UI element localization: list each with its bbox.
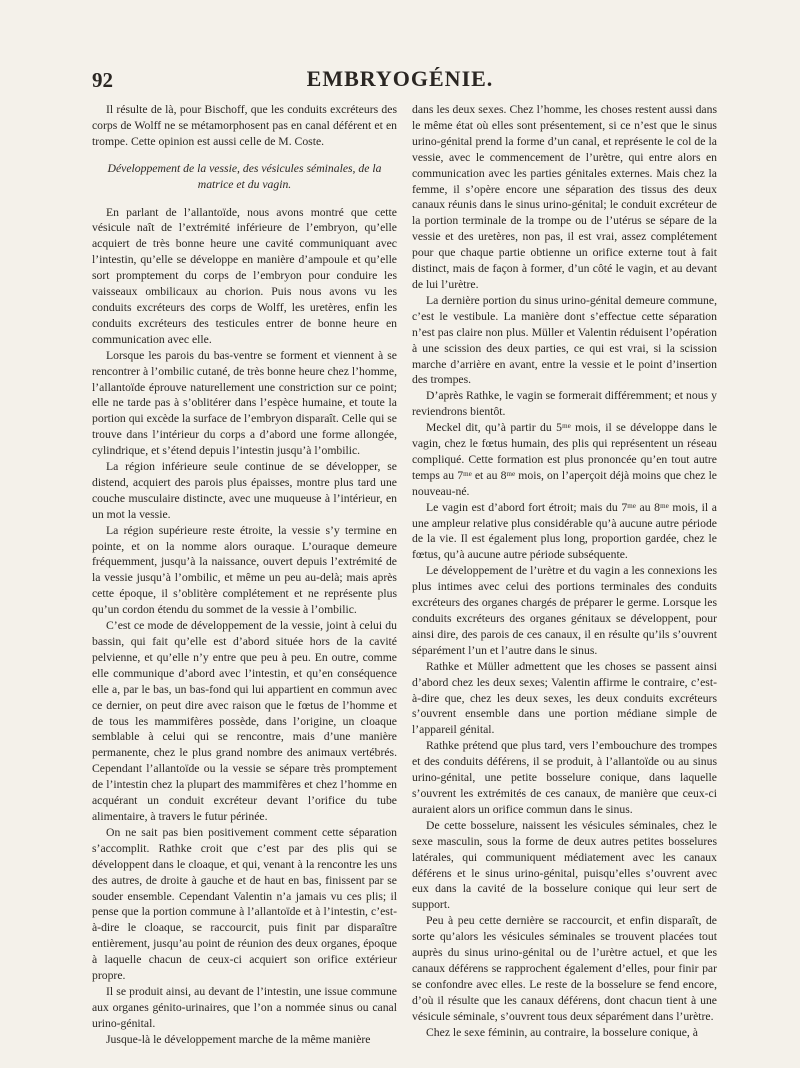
paragraph: La dernière portion du sinus urino-génital demeure commune, c’est le vestibule. La manière dont s’effectue cette séparation n’est pas claire non plus. Müller et Valentin réduisent l’opération à une scission des deux parties, ce qui est vrai, si la scission marche d’arrière en avant, entre la vessie et le point d’insertion des trompes. bbox=[412, 293, 717, 387]
paragraph-continued: dans les deux sexes. Chez l’homme, les choses restent aussi dans le même état où elles sont présentement, si ce n’est que le sinus urino-génital prend la forme d’un canal, et représente le col de la vessie, avec le commencement de l’urètre, qui entre alors en communication avec les parties génitales externes. Mais chez la femme, il s’opère encore une séparation des tissus des deux canaux réunis dans le sinus urino-génital; le conduit excréteur de la portion terminale de la trompe ou de l’utérus se sépare de la vessie et des uretères, non pas, il est vrai, assez complétement pour que chaque partie obtienne un orifice externe tout à fait distinct, mais de façon à former, d’un côté le vagin, et au devant de lui l’urètre. bbox=[412, 103, 717, 291]
paragraph: La région inférieure seule continue de se développer, se distend, acquiert des parois plus épaisses, montre plus tard une couche musculaire distincte, avec une muqueuse à l’intérieur, en un mot la vessie. bbox=[92, 460, 397, 521]
paragraph: Il se produit ainsi, au devant de l’intestin, une issue commune aux organes génito-urinaires, que l’on a nommée sinus ou canal urino-génital. bbox=[92, 984, 397, 1030]
paragraph: Rathke et Müller admettent que les choses se passent ainsi d’abord chez les deux sexes; Valentin affirme le contraire, c’est-à-dire que, chez les deux sexes, les deux conduits excréteurs s’ouvrent ensemble dans une portion médiane simple de l’appareil génital. bbox=[412, 659, 717, 737]
right-column bbox=[412, 102, 717, 1040]
paragraph: Le vagin est d’abord fort étroit; mais du 7ᵐᵉ au 8ᵐᵉ mois, il a une ampleur relative plus considérable qu’à aucune autre période de la vie. Il est également plus long, proportion gardée, chez le fœtus, qu’à aucune autre période subséquente. bbox=[412, 500, 717, 562]
paragraph: Le développement de l’urètre et du vagin a les connexions les plus intimes avec celui des portions terminales des conduits excréteurs des organes chargés de préparer le germe. Lorsque les conduits excréteurs des organes génitaux se développent, pour ainsi dire, des parois de ces canaux, il en résulte qu’ils s’ouvrent séparément l’un et l’autre dans le sinus. bbox=[412, 564, 717, 657]
paragraph: C’est ce mode de développement de la vessie, joint à celui du bassin, qui fait qu’elle est d’abord située hors de la cavité pelvienne, et qu’elle n’y entre que peu à peu. En outre, comme elle communique d’abord avec l’intestin, et qu’en conséquence elle a, par le bas, un bas-fond qui lui appartient en commun avec ce dernier, on peut dire avec raison que le fœtus de l’homme et de tous les mammifères possède, dans l’origine, un cloaque semblable à celui qui se rencontre, mais d’une manière permanente, chez le plus grand nombre des animaux vertébrés. Cependant l’allantoïde ou la vessie se sépare très promptement de l’intestin chez la plupart des mammifères et chez l’homme en acquérant un conduit excréteur devant l’orifice du tube alimentaire, à travers le futur périnée. bbox=[92, 619, 397, 823]
paragraph: La région supérieure reste étroite, la vessie s’y termine en pointe, et on la nomme alors ouraque. L’ouraque demeure fréquemment, jusqu’à la naissance, ouvert depuis l’extrémité de la vessie jusqu’à l’ombilic, et même un peu au-delà; mais après cette époque, il s’oblitère complétement et ne représente plus qu’un cordon étendu du sommet de la vessie à l’ombilic. bbox=[92, 523, 397, 617]
paragraph: Peu à peu cette dernière se raccourcit, et enfin disparaît, de sorte qu’alors les vésicules séminales se trouvent placées tout auprès du sinus urino-génital ou de l’urètre actuel, et que les canaux déférens se rapprochent également d’elles, pour finir par se confondre avec elles. Le reste de la bosselure se fend encore, d’où il résulte que les canaux déférens, dont chacun tient à une vésicule séminale, s’ouvrent tous deux séparément dans l’urètre. bbox=[412, 914, 717, 1023]
section-heading: Développement de la vessie, des vésicules séminales, de la matrice et du vagin. bbox=[107, 161, 382, 191]
page-number: 92 bbox=[92, 68, 113, 92]
paragraph: De cette bosselure, naissent les vésicules séminales, chez le sexe masculin, sous la forme de deux autres petites bosselures latérales, qui communiquent médiatement avec les canaux déférens et le sinus urino-génital, puisqu’elles s’ouvrent avec eux dans la cavité de la bosselure conique qui leur sert de support. bbox=[412, 818, 717, 912]
paragraph: Chez le sexe féminin, au contraire, la bosselure conique, à bbox=[426, 1025, 698, 1039]
paragraph: Lorsque les parois du bas-ventre se forment et viennent à se rencontrer à l’ombilic cutané, de très bonne heure chez l’homme, l’allantoïde éprouve naturellement une constriction sur ce point; elle ne tarde pas à s’oblitérer dans l’espèce humaine, et toute la portion qui excède la surface de l’embryon disparaît. Celle qui se trouve dans l’intérieur du corps a d’abord une forme allongée, cylindrique, et s’étend depuis l’intestin jusqu’à l’ombilic. bbox=[92, 348, 397, 458]
running-title: EMBRYOGÉNIE. bbox=[306, 66, 494, 91]
paragraph: Jusque-là le développement marche de la même manière bbox=[106, 1032, 371, 1046]
paragraph: D’après Rathke, le vagin se formerait différemment; et nous y reviendrons bientôt. bbox=[412, 389, 717, 419]
paragraph: En parlant de l’allantoïde, nous avons montré que cette vésicule naît de l’extrémité inférieure de l’embryon, qu’elle acquiert de très bonne heure une cavité communiquant avec l’intestin, qu’elle se développe en manière d’ampoule et qu’elle sort promptement du corps de l’embryon pour conduire les vaisseaux ombilicaux au chorion. Puis nous avons vu les conduits excréteurs des corps de Wolff, les uretères, enfin les conduits excréteurs des testicules entrer de bonne heure en communication avec elle. bbox=[92, 205, 397, 346]
paragraph: On ne sait pas bien positivement comment cette séparation s’accomplit. Rathke croit que c’est par des plis qui se développent dans le cloaque, et qui, venant à la rencontre les uns des autres, de droite à gauche et de haut en bas, finissent par se souder ensemble. Cependant Valentin n’a jamais vu ces plis; il pense que la portion commune à l’allantoïde et à l’intestin, c’est-à-dire le cloaque, se raccourcit, puis finit par disparaître entièrement, jusqu’au point de réunion des deux organes, époque à laquelle chacun de ceux-ci acquiert son orifice extérieur propre. bbox=[92, 825, 397, 983]
paragraph: Rathke prétend que plus tard, vers l’embouchure des trompes et des conduits déférens, il se produit, à l’allantoïde ou au sinus urino-génital, une petite bosselure conique, dans laquelle s’ouvrent les extrémités de ces canaux, de manière que ceux-ci auraient alors un orifice commun dans le sinus. bbox=[412, 739, 717, 816]
paragraph: Meckel dit, qu’à partir du 5ᵐᵉ mois, il se développe dans le vagin, chez le fœtus humain, des plis qui représentent un réseau compliqué. Cette formation est plus prononcée qu’en tout autre temps au 7ᵐᵉ et au 8ᵐᵉ mois, on l’aperçoit déjà moins que chez le nouveau-né. bbox=[412, 421, 717, 498]
paragraph: Il résulte de là, pour Bischoff, que les conduits excréteurs des corps de Wolff ne se métamorphosent pas en canal déférent et en trompe. Cette opinion est aussi celle de M. Coste. bbox=[92, 103, 397, 148]
left-column bbox=[92, 102, 397, 1048]
